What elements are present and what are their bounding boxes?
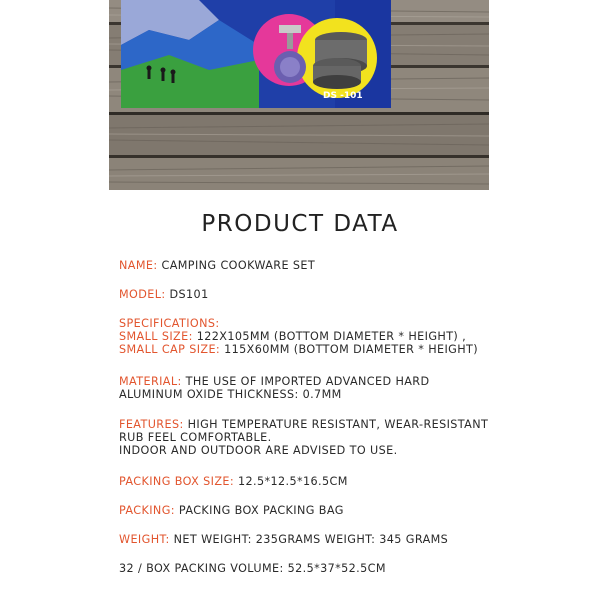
spec-features-line2: RUB FEEL COMFORTABLE. bbox=[119, 431, 272, 444]
product-photo bbox=[109, 0, 489, 190]
spec-model bbox=[119, 288, 209, 301]
box-model-label: DS -101 bbox=[323, 91, 363, 101]
spec-features bbox=[119, 418, 488, 457]
spec-name bbox=[119, 259, 315, 272]
spec-specifications bbox=[119, 317, 478, 356]
spec-name-value: CAMPING COOKWARE SET bbox=[161, 259, 316, 272]
spec-small-cap-label: SMALL CAP SIZE: bbox=[119, 343, 221, 356]
spec-model-label: MODEL: bbox=[119, 288, 166, 301]
spec-material-line1: THE USE OF IMPORTED ADVANCED HARD bbox=[185, 375, 430, 388]
spec-packing bbox=[119, 504, 344, 517]
product-box bbox=[121, 0, 391, 108]
spec-packing-box-size-value: 12.5*12.5*16.5CM bbox=[238, 475, 348, 488]
spec-small-size-label: SMALL SIZE: bbox=[119, 330, 193, 343]
spec-features-label: FEATURES: bbox=[119, 418, 184, 431]
spec-material bbox=[119, 375, 430, 401]
spec-material-line2: ALUMINUM OXIDE THICKNESS: 0.7MM bbox=[119, 388, 342, 401]
spec-small-cap-value: 115X60MM (BOTTOM DIAMETER * HEIGHT) bbox=[224, 343, 479, 356]
spec-model-value: DS101 bbox=[169, 288, 209, 301]
spec-packing-box-size-label: PACKING BOX SIZE: bbox=[119, 475, 235, 488]
spec-packing-value: PACKING BOX PACKING BAG bbox=[178, 504, 344, 517]
spec-name-label: NAME: bbox=[119, 259, 158, 272]
spec-packing-box-size bbox=[119, 475, 348, 488]
spec-weight bbox=[119, 533, 448, 546]
spec-small-size-value: 122X105MM (BOTTOM DIAMETER * HEIGHT) , bbox=[196, 330, 467, 343]
spec-weight-value: NET WEIGHT: 235GRAMS WEIGHT: 345 GRAMS bbox=[173, 533, 449, 546]
spec-features-line3: INDOOR AND OUTDOOR ARE ADVISED TO USE. bbox=[119, 444, 398, 457]
spec-weight-label: WEIGHT: bbox=[119, 533, 170, 546]
spec-material-label: MATERIAL: bbox=[119, 375, 182, 388]
spec-volume: 32 / BOX PACKING VOLUME: 52.5*37*52.5CM bbox=[119, 562, 386, 575]
page-title: PRODUCT DATA bbox=[201, 211, 399, 237]
spec-specifications-label: SPECIFICATIONS: bbox=[119, 317, 220, 330]
spec-features-line1: HIGH TEMPERATURE RESISTANT, WEAR-RESISTANT bbox=[187, 418, 489, 431]
spec-packing-label: PACKING: bbox=[119, 504, 175, 517]
